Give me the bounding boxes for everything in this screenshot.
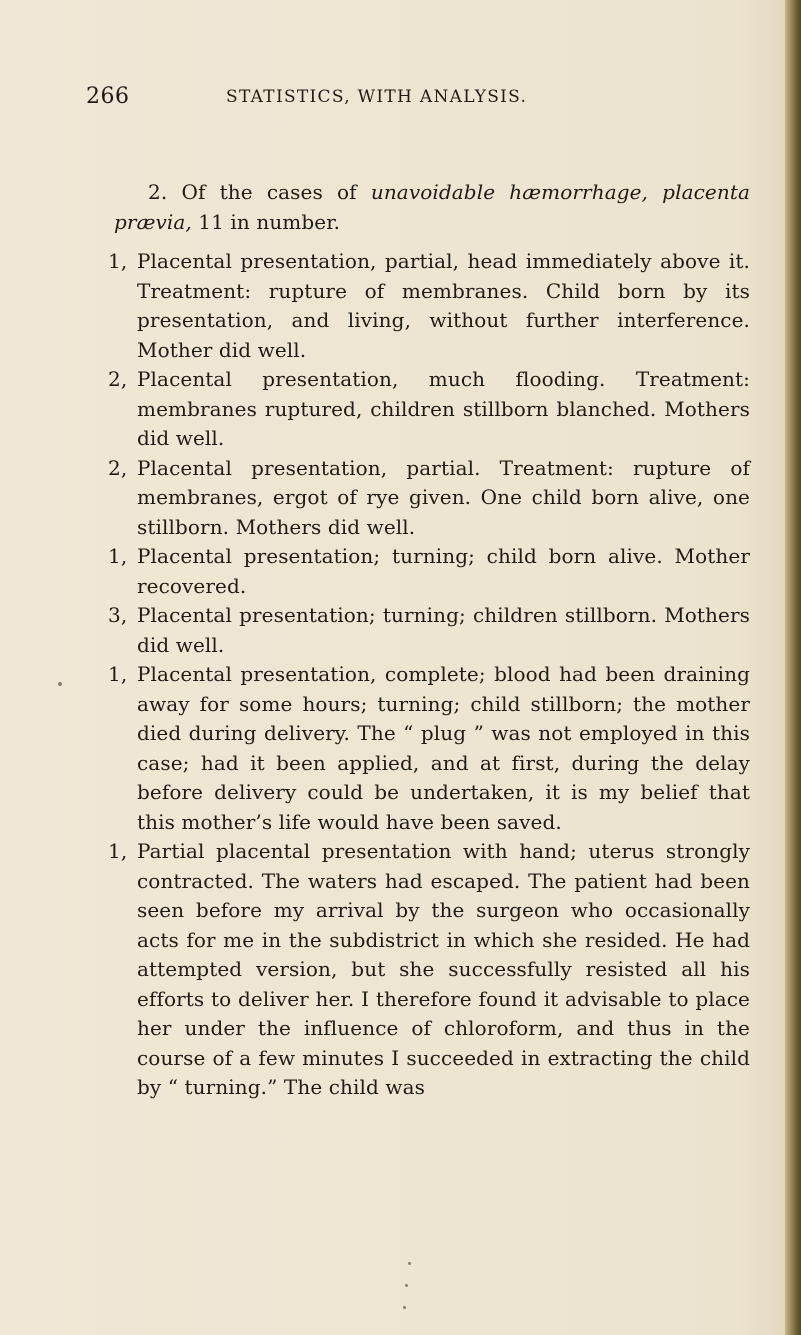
section-intro [114,178,750,237]
case-count: 2, [108,367,128,391]
case-text: Placental presentation; turning; children stillborn. Mothers did well. [137,603,750,657]
case-text: Placental presentation; turning; child born alive. Mother recovered. [137,544,750,598]
page-speck [58,682,62,686]
case-count: 1, [108,662,128,686]
page-speck [405,1284,408,1287]
intro-prefix: 2. Of the cases of [148,180,371,204]
page-speck [408,1262,411,1265]
case-entry [108,542,750,601]
case-text: Placental presentation, complete; blood had been draining away for some hours; turning; child stillborn; the mother died during delivery. The “ plug ” was not employed in this case; had it been applied, and at first, during the delay before delivery could be undertaken, it is my belief that this mother’s life would have been saved. [137,662,750,834]
case-count: 3, [108,603,128,627]
case-count: 1, [108,544,128,568]
case-count: 1, [108,249,128,273]
case-entry [108,837,750,1103]
intro-italic-phrase: unavoidable hæmorrhage, placenta prævia, [114,180,750,234]
case-text: Partial placental presentation with hand; uterus strongly contracted. The waters had escaped. The patient had been seen before my arrival by the surgeon who occasionally acts for me in the subdistrict in which she resided. He had attempted version, but she successfully resisted all his efforts to deliver her. I therefore found it advisable to place her under the influence of chloroform, and thus in the course of a few minutes I succeeded in extracting the child by “ turning.” The child was [137,839,750,1099]
page-header [0,84,780,120]
intro-suffix: 11 in number. [191,209,341,234]
case-count: 1, [108,839,128,863]
case-entry [108,247,750,365]
case-text: Placental presentation, partial, head immediately above it. Treatment: rupture of membranes. Child born by its presentation, and living, without further interference. Mother did well. [137,249,750,362]
page-speck [403,1306,406,1309]
running-title: STATISTICS, WITH ANALYSIS. [226,87,528,107]
case-entry [108,660,750,837]
case-entry [108,454,750,543]
page-body [108,178,750,1103]
case-count: 2, [108,455,128,480]
case-entry [108,365,750,454]
page-binding-edge [785,0,801,1335]
page-number: 266 [86,84,130,109]
case-text: Placental presentation, much flooding. Treatment: membranes ruptured, children stillborn blanched. Mothers did well. [137,367,750,450]
case-text: Placental presentation, partial. Treatment: rupture of membranes, ergot of rye given. One child born alive, one stillborn. Mothers did well. [137,455,750,539]
case-entry [108,601,750,660]
